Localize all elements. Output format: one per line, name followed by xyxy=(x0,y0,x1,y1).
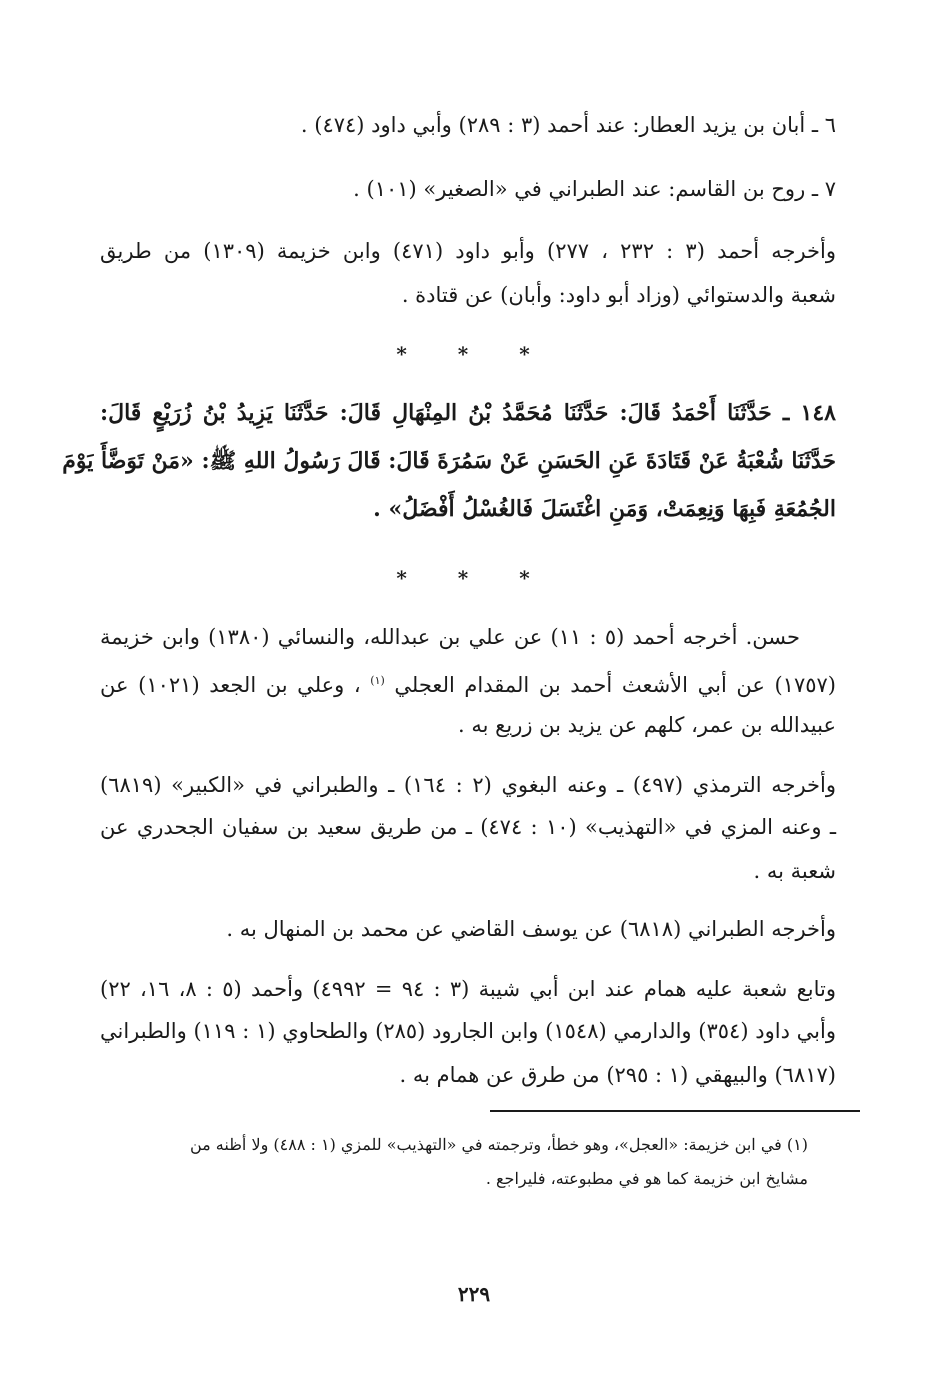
takhrij-paragraph-1-line-2: شعبة والدستوائي (وزاد أبو داود: وأبان) عن قتادة . xyxy=(401,283,836,307)
section-separator: * * * xyxy=(396,342,552,366)
section-separator: * * * xyxy=(396,566,552,590)
footnote-marker[interactable]: (١) xyxy=(370,674,385,687)
hadith-text-line-2: حَدَّثَنَا شُعْبَةُ عَنْ قَتَادَةَ عَنِ الحَسَنِ عَنْ سَمُرَةَ قَالَ: قَالَ رَسُولُ اللهِ ﷺ: «مَنْ تَوَضَّأَ يَوْمَ xyxy=(62,448,836,474)
mutabaa-line-3: (٦٨١٧) والبيهقي (١ : ٢٩٥) من طرق عن همام به . xyxy=(399,1063,836,1087)
mutabaa-line-2: وأبي داود (٣٥٤) والدارمي (١٥٤٨) وابن الجارود (٢٨٥) والطحاوي (١ : ١١٩) والطبراني xyxy=(100,1019,836,1043)
takhrij-paragraph-2-line-1: وأخرجه الترمذي (٤٩٧) ـ وعنه البغوي (٢ : ١٦٤) ـ والطبراني في «الكبير» (٦٨١٩) xyxy=(100,773,836,797)
narrator-item-7: ٧ ـ روح بن القاسم: عند الطبراني في «الصغير» (١٠١) . xyxy=(353,177,836,201)
mutabaa-line-1: وتابع شعبة عليه همام عند ابن أبي شيبة (٣ : ٩٤ = ٤٩٩٢) وأحمد (٥ : ٨، ١٦، ٢٢) xyxy=(100,977,837,1001)
grading-line-3: عبيدالله بن عمر، كلهم عن يزيد بن زريع به . xyxy=(458,713,836,737)
takhrij-paragraph-3: وأخرجه الطبراني (٦٨١٨) عن يوسف القاضي عن محمد بن المنهال به . xyxy=(226,917,836,941)
footnote-divider xyxy=(490,1110,860,1112)
hadith-text-line-1: ١٤٨ ـ حَدَّثَنَا أَحْمَدُ قَالَ: حَدَّثَنَا مُحَمَّدُ بْنُ المِنْهَالِ قَالَ: حَدَّثَنَا يَزِيدُ بْنُ زُرَيْعٍ قَالَ: xyxy=(100,400,836,426)
takhrij-paragraph-2-line-2: ـ وعنه المزي في «التهذيب» (١٠ : ٤٧٤) ـ من طريق سعيد بن سفيان الجحدري عن xyxy=(100,815,836,839)
footnote-line-2: مشايخ ابن خزيمة كما هو في مطبوعته، فليراجع . xyxy=(485,1169,808,1188)
grading-line-2-text: (١٧٥٧) عن أبي الأشعث أحمد بن المقدام العجلي xyxy=(394,673,836,697)
takhrij-paragraph-1-line-1: وأخرجه أحمد (٣ : ٢٣٢ ، ٢٧٧) وأبو داود (٤٧١) وابن خزيمة (١٣٠٩) من طريق xyxy=(100,239,837,263)
takhrij-paragraph-2-line-3: شعبة به . xyxy=(753,859,836,883)
grading-line-2-rest: ، وعلي بن الجعد (١٠٢١) عن xyxy=(100,673,361,697)
narrator-item-6: ٦ ـ أبان بن يزيد العطار: عند أحمد (٣ : ٢٨٩) وأبي داود (٤٧٤) . xyxy=(300,113,836,137)
footnote-line-1: (١) في ابن خزيمة: «العجل»، وهو خطأ، وترجمته في «التهذيب» للمزي (١ : ٤٨٨) ولا أظنه من xyxy=(189,1135,808,1154)
page-number: ٢٢٩ xyxy=(457,1282,491,1306)
hadith-text-line-3: الجُمُعَةِ فَبِهَا وَنِعِمَتْ، وَمَنِ اغْتَسَلَ فَالغُسْلُ أَفْضَلُ» . xyxy=(373,496,836,522)
grading-line-1: حسن. أخرجه أحمد (٥ : ١١) عن علي بن عبدالله، والنسائي (١٣٨٠) وابن خزيمة xyxy=(100,625,801,649)
grading-line-2 xyxy=(100,666,836,700)
